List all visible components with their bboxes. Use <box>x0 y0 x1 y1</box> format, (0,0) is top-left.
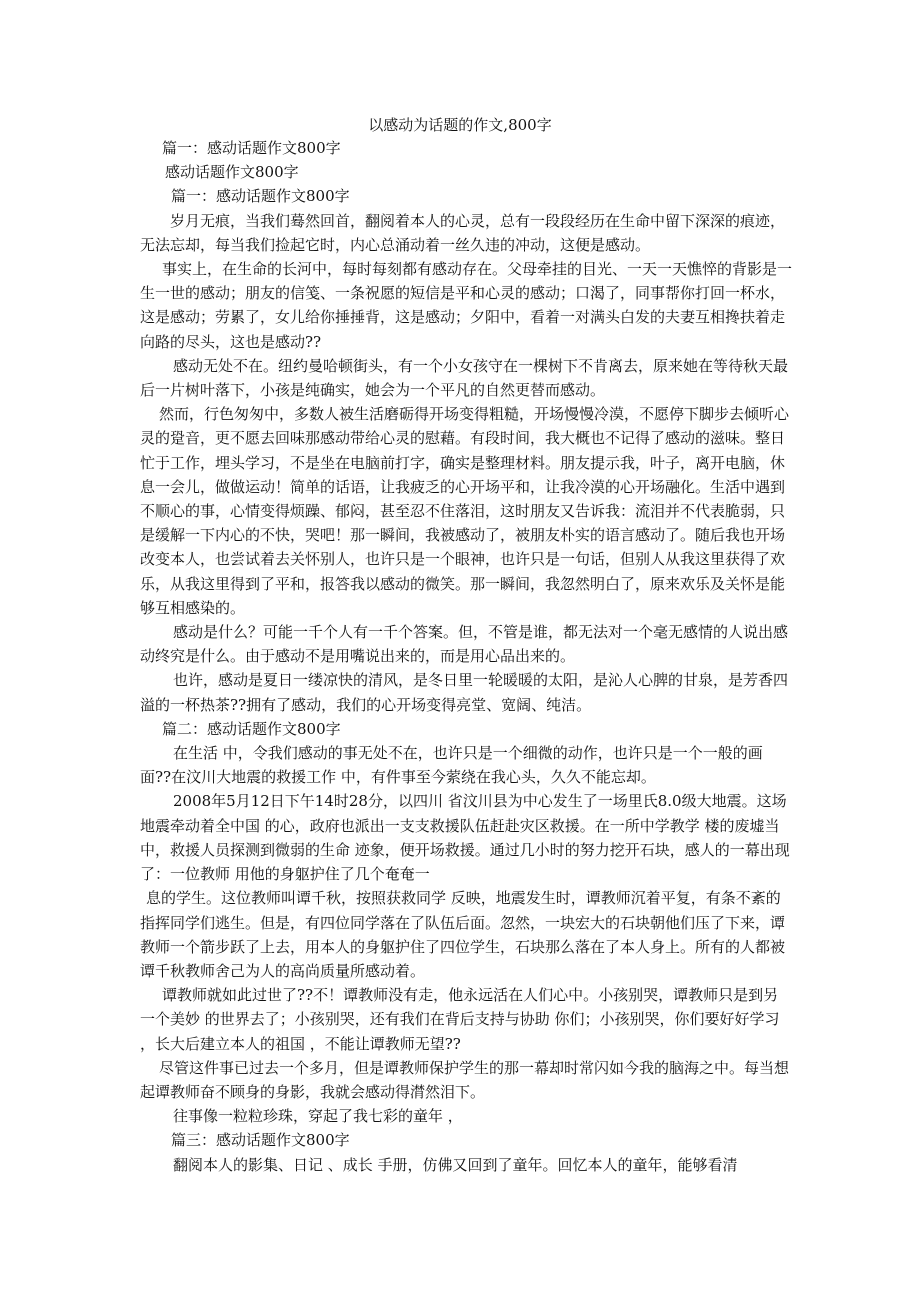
document-body <box>140 136 792 1177</box>
paragraph: 谭教师就如此过世了??不！谭教师没有走，他永远活在人们心中。小孩别哭，谭教师只是到另一个美妙 的世界去了；小孩别哭，还有我们在背后支持与协助 你们；小孩别哭，你们要好好学习 ，长大后建立本人的祖国 ，不能让谭教师无望?? <box>140 986 780 1053</box>
paragraph: 岁月无痕，当我们蓦然回首，翻阅着本人的心灵，总有一段段经历在生命中留下深深的痕迹，无法忘却，每当我们捡起它时，内心总涌动着一丝久违的冲动，这便是感动。 <box>140 211 786 254</box>
section-heading: 篇一：感动话题作文800字 <box>162 139 341 157</box>
paragraph: 也许，感动是夏日一缕凉快的清风，是冬日里一轮暖暖的太阳，是沁人心脾的甘泉，是芳香四溢的一杯热茶??拥有了感动，我们的心开场变得亮堂、宽阔、纯洁。 <box>140 671 789 714</box>
paragraph: 感动是什么？可能一千个人有一千个答案。但，不管是谁，都无法对一个毫无感情的人说出感动终究是什么。由于感动不是用嘴说出来的，而是用心品出来的。 <box>140 623 789 666</box>
subtitle: 感动话题作文800字 <box>165 163 299 182</box>
paragraph: 然而，行色匆匆中，多数人被生活磨砺得开场变得粗糙，开场慢慢冷漠，不愿停下脚步去倾听心灵的跫音，更不愿去回味那感动带给心灵的慰藉。有段时间，我大概也不记得了感动的滋味。整日忙于工作，埋头学习，不是坐在电脑前打字，确实是整理材料。朋友提示我，叶子，离开电脑，休息一会儿，做做运动！简单的话语，让我疲乏的心开场平和，让我冷漠的心开场融化。生活中遇到不顺心的事，心情变得烦躁、郁闷，甚至忍不住落泪，这时朋友又告诉我：流泪并不代表脆弱，只是缓解一下内心的不快，哭吧！那一瞬间，我被感动了，被朋友朴实的语言感动了。随后我也开场改变本人，也尝试着去关怀别人，也许只是一个眼神，也许只是一句话，但别人从我这里获得了欢乐，从我这里得到了平和，报答我以感动的微笑。那一瞬间，我忽然明白了，原来欢乐及关怀是能够互相感染的。 <box>140 405 790 617</box>
paragraph: 尽管这件事已过去一个多月，但是谭教师保护学生的那一幕却时常闪如今我的脑海之中。每当想起谭教师奋不顾身的身影，我就会感动得潸然泪下。 <box>140 1058 790 1101</box>
paragraph: 感动无处不在。纽约曼哈顿街头，有一个小女孩守在一棵树下不肯离去，原来她在等待秋天最后一片树叶落下，小孩是纯确实，她会为一个平凡的自然更替而感动。 <box>140 356 789 400</box>
paragraph: 在生活 中，令我们感动的事无处不在，也许只是一个细微的动作，也许只是一个一般的画面??在汶川大地震的救援工作 中，有件事至今萦绕在我心头，久久不能忘却。 <box>140 744 763 787</box>
paragraph: 翻阅本人的影集、日记 、成长 手册，仿佛又回到了童年。回忆本人的童年，能够看清 <box>173 1155 738 1174</box>
section-heading: 篇三：感动话题作文800字 <box>171 1131 350 1150</box>
section-heading: 篇二：感动话题作文800字 <box>162 719 341 738</box>
paragraph: 2008年5月12日下午14时28分，以四川 省汶川县为中心发生了一场里氏8.0级大地震。这场地震牵动着全中国 的心，政府也派出一支支救援队伍赶赴灾区救援。在一所中学教学 楼的废墟当中，救援人员探测到微弱的生命 迹象，便开场救援。通过几小时的努力挖开石块，感人的一幕出现了：一位教师 用他的身躯护住了几个奄奄一 <box>140 792 790 884</box>
document-title: 以感动为话题的作文,800字 <box>368 116 552 134</box>
paragraph: 事实上，在生命的长河中，每时每刻都有感动存在。父母牵挂的目光、一天一天憔悴的背影是一生一世的感动；朋友的信笺、一条祝愿的短信是平和心灵的感动；口渴了，同事帮你打回一杯水，这是感动；劳累了，女儿给你捶捶背，这是感动；夕阳中，看着一对满头白发的夫妻互相搀扶着走向路的尽头，这也是感动?? <box>140 260 793 351</box>
section-heading: 篇一：感动话题作文800字 <box>171 187 350 206</box>
paragraph: 息的学生。这位教师叫谭千秋，按照获救同学 反映，地震发生时，谭教师沉着平复，有条不紊的指挥同学们逃生。但是，有四位同学落在了队伍后面。忽然，一块宏大的石块朝他们压了下来，谭教师一个箭步跃了上去，用本人的身躯护住了四位学生，石块那么落在了本人身上。所有的人都被谭千秋教师舍己为人的高尚质量所感动着。 <box>140 889 786 980</box>
paragraph: 往事像一粒粒珍珠，穿起了我七彩的童年 ， <box>173 1107 463 1126</box>
